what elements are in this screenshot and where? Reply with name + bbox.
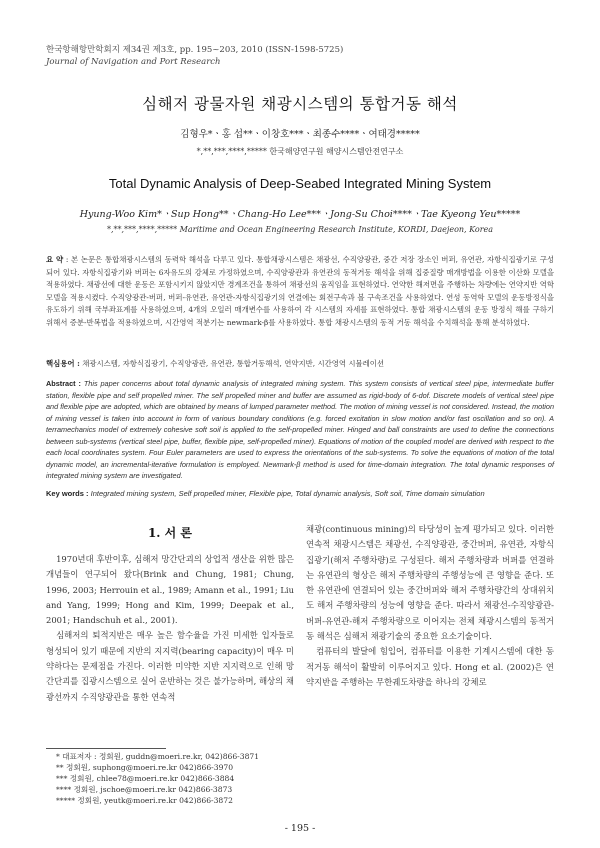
abstract-korean <box>46 254 554 330</box>
keywords-english-text: Integrated mining system, Self propelled miner, Flexible pipe, Total dynamic analysis, Soft soil, Time domain simulation <box>90 489 485 498</box>
abstract-korean-label: 요 약 <box>46 255 64 264</box>
authors-korean: 김형우*ㆍ홍 섭**ㆍ이창호***ㆍ최종수****ㆍ여태경***** <box>180 129 420 140</box>
page-number: - 195 - <box>284 823 316 834</box>
journal-name: Journal of Navigation and Port Research <box>46 57 221 67</box>
footnote: **** 정회원, jschoe@moeri.re.kr 042)866-3873 <box>56 784 233 794</box>
keywords-english-label: Key words : <box>46 489 89 498</box>
affiliation-korean: *,**,***,****,***** 한국해양연구원 해양시스템안전연구소 <box>196 147 404 156</box>
body-paragraph: 컴퓨터의 발달에 힘입어, 컴퓨터를 이용한 기계시스템에 대한 동적거동 해석이 활발히 이루어지고 있다. Hong et al. (2002)은 연약지반을 주행하는 무한궤도차량을 하나의 강체로 <box>306 646 554 687</box>
abstract-english <box>46 378 554 482</box>
keywords-korean-text: 채광시스템, 자항식집광기, 수직양광관, 유연관, 통합거동해석, 연약지반, 시간영역 시뮬레이션 <box>82 359 385 368</box>
section-heading-introduction: 1. 서 론 <box>147 526 193 540</box>
authors-english: Hyung-Woo Kim*ㆍSup Hong**ㆍChang-Ho Lee***ㆍJong-Su Choi****ㆍTae Kyeong Yeu***** <box>79 209 521 220</box>
footnote: *** 정회원, chlee78@moeri.re.kr 042)866-3884 <box>56 773 235 783</box>
footnote-divider <box>46 748 166 749</box>
footnote: ***** 정회원, yeutk@moeri.re.kr 042)866-3872 <box>56 795 233 805</box>
footnote: * 대표저자 : 정회원, guddn@moeri.re.kr, 042)866-3871 <box>56 752 260 761</box>
keywords-korean <box>46 358 554 371</box>
body-column-left <box>46 552 294 705</box>
affiliation-english: *,**,***,****,***** Maritime and Ocean Engineering Research Institute, KORDI, Daejeon, Korea <box>106 225 494 234</box>
paper-title-korean: 심해저 광물자원 채광시스템의 통합거동 해석 <box>142 95 458 113</box>
body-column-right <box>306 522 554 690</box>
journal-citation: 한국항해항만학회지 제34권 제3호, pp. 195~203, 2010 (ISSN-1598-5725) <box>46 45 344 55</box>
body-paragraph: 채광(continuous mining)의 타당성이 높게 평가되고 있다. 이러한 연속적 채광시스템은 채광선, 수직양광관, 중간버퍼, 유연관, 자항식 집광기(해저 주행차량)로 구성된다. 해저 주행차량과 버퍼를 연결하는 유연관의 형상은 해저 주행차량의 주행성능에 큰 영향을 준다. 또한 유연관에 연결되어 있는 중간버퍼와 해저 주행차량간의 상대위치도 해저 주행차량의 성능에 영향을 준다. 따라서 채광선-수직양광관-버퍼-유연관-해저 주행차량으로 이어지는 전체 채광시스템의 동적거동 해석은 심해저 채광기술의 중요한 요소기술이다. <box>306 524 554 642</box>
body-paragraph: 심해저의 퇴적지반은 매우 높은 함수율을 가진 미세한 입자들로 형성되어 있기 때문에 지반의 지지력(bearing capacity)이 매우 미약하다는 문제점을 가진다. 이러한 미약한 지반 지지력으로 인해 망간단괴를 집광시스템으로 실어 운반하는 것은 불가능하며, 해상의 채광선까지 수직양광관을 통한 연속적 <box>46 630 294 702</box>
footnotes <box>56 752 259 807</box>
body-paragraph: 1970년대 후반이후, 심해저 망간단괴의 상업적 생산을 위한 많은 개념들이 연구되어 왔다(Brink and Chung, 1981; Chung, 1996, 2003; Herrouin et al., 1989; Amann et al., 1991; Liu and Yang, 1999; Hong and Kim, 1999; Deepak et al., 2001; Handschuh et al., 2001). <box>46 554 294 626</box>
keywords-korean-label: 핵심용어 : <box>46 359 80 368</box>
keywords-english <box>46 488 554 501</box>
paper-title-english: Total Dynamic Analysis of Deep-Seabed Integrated Mining System <box>108 176 492 191</box>
footnote: ** 정회원, suphong@moeri.re.kr 042)866-3970 <box>56 762 234 772</box>
abstract-english-text: This paper concerns about total dynamic analysis of integrated mining system. This system consists of vertical steel pipe, intermediate buffer station, flexible pipe and self propelled miner. The self propelled miner and buffer are assumed as rigid-body of 6-dof. Discrete models of vertical steel pipe and flexible pipe are adopted, which are obtained by means of lumped parameter method. The motion of mining vessel is not considered. Instead, the motion of mining vessel is taken into account in form of various boundary conditions (e.g. forced excitation in slow motion and/or fast oscillation and so on). A terramechanics model of extremely cohesive soft soil is applied to the self-propelled miner. Hinged and ball constraints are used to define the connections between sub-systems (vertical steel pipe, buffer, flexible pipe, self-propelled miner). Equations of motion of the coupled model are derived with respect to the each local coordinates system. Four Euler parameters are used to express the orientations of the sub-systems. To solve the equations of motion of the total dynamic model, an incremental-iterative formulation is employed. Newmark-β method is used for time-domain integration. The total dynamic responses of integrated mining system are investigated. <box>46 379 554 480</box>
abstract-korean-text: : 본 논문은 통합채광시스템의 동력학 해석을 다루고 있다. 통합채광시스템은 채광선, 수직양광관, 중간 저장 장소인 버퍼, 유연관, 자항식집광기로 구성되어 있다. 자항식집광기와 버퍼는 6자유도의 강체로 가정하였으며, 수직양광관과 유연관의 동적거동 해석을 위해 집중질량 매개방법을 이용한 이산화 모델을 적용하였다. 채광선에 대한 운동은 포함시키지 않았지만 경계조건을 통하여 채광선의 움직임을 표현하였다. 연약한 해저면을 주행하는 차량에는 연약지반 역학 모델을 적용시켰다. 수직양광관-버퍼, 버퍼-유연관, 유연관-자항식집광기의 연결에는 회전구속과 볼 구속조건을 사용하였다. 연성 동역학 모델의 운동방정식을 유도하기 위해 국부좌표계를 사용하였으며, 4개의 오일러 매개변수를 사용하여 각 시스템의 자세를 표현하였다. 통합 채광시스템의 운동 방정식 해를 구하기 위해서 증분-반복법을 적용하였으며, 시간영역 적분기는 newmark-β를 사용하였다. 통합 채광시스템의 동적 거동 해석을 수치해석을 통해 분석하였다. <box>46 255 554 327</box>
abstract-english-label: Abstract : <box>46 379 81 388</box>
journal-header <box>46 44 343 68</box>
